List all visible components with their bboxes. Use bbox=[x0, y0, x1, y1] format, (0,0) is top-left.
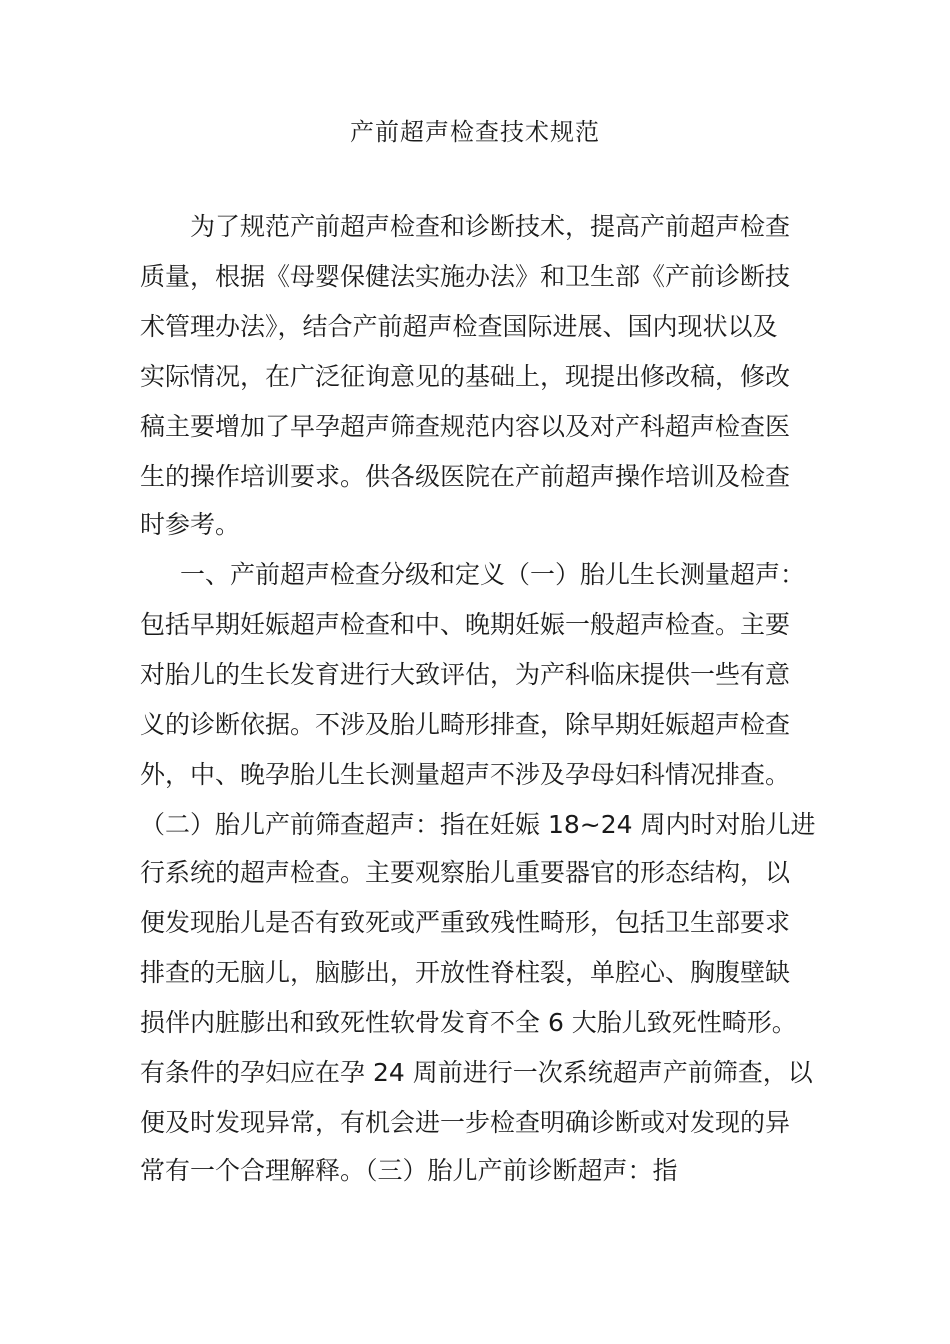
body-line: 为了规范产前超声检查和诊断技术，提高产前超声检查 bbox=[190, 212, 791, 241]
body-line: 外，中、晚孕胎儿生长测量超声不涉及孕母妇科情况排查。 bbox=[140, 760, 791, 789]
body-line: 实际情况，在广泛征询意见的基础上，现提出修改稿，修改 bbox=[140, 362, 791, 391]
document-title: 产前超声检查技术规范 bbox=[350, 118, 600, 146]
body-line: 稿主要增加了早孕超声筛查规范内容以及对产科超声检查医 bbox=[140, 412, 791, 441]
body-line: 常有一个合理解释。（三）胎儿产前诊断超声：指 bbox=[140, 1156, 678, 1185]
body-line: 时参考。 bbox=[140, 510, 241, 539]
body-line: 术管理办法》，结合产前超声检查国际进展、国内现状以及 bbox=[140, 312, 778, 341]
body-line: 损伴内脏膨出和致死性软骨发育不全 6 大胎儿致死性畸形。 bbox=[140, 1008, 797, 1037]
body-line: 生的操作培训要求。供各级医院在产前超声操作培训及检查 bbox=[140, 462, 791, 491]
body-line: 义的诊断依据。不涉及胎儿畸形排查，除早期妊娠超声检查 bbox=[140, 710, 791, 739]
body-line: 包括早期妊娠超声检查和中、晚期妊娠一般超声检查。主要 bbox=[140, 610, 791, 639]
body-line: 对胎儿的生长发育进行大致评估，为产科临床提供一些有意 bbox=[140, 660, 791, 689]
body-line: 便发现胎儿是否有致死或严重致残性畸形，包括卫生部要求 bbox=[140, 908, 791, 937]
body-line: 行系统的超声检查。主要观察胎儿重要器官的形态结构，以 bbox=[140, 858, 791, 887]
body-line: 质量，根据《母婴保健法实施办法》和卫生部《产前诊断技 bbox=[140, 262, 791, 291]
body-line: （二）胎儿产前筛查超声：指在妊娠 18~24 周内时对胎儿进 bbox=[140, 810, 816, 839]
section-heading-line: 一、产前超声检查分级和定义（一）胎儿生长测量超声： bbox=[180, 560, 806, 589]
body-line: 便及时发现异常，有机会进一步检查明确诊断或对发现的异 bbox=[140, 1108, 791, 1137]
body-line: 有条件的孕妇应在孕 24 周前进行一次系统超声产前筛查，以 bbox=[140, 1058, 813, 1087]
body-line: 排查的无脑儿，脑膨出，开放性脊柱裂，单腔心、胸腹壁缺 bbox=[140, 958, 791, 987]
